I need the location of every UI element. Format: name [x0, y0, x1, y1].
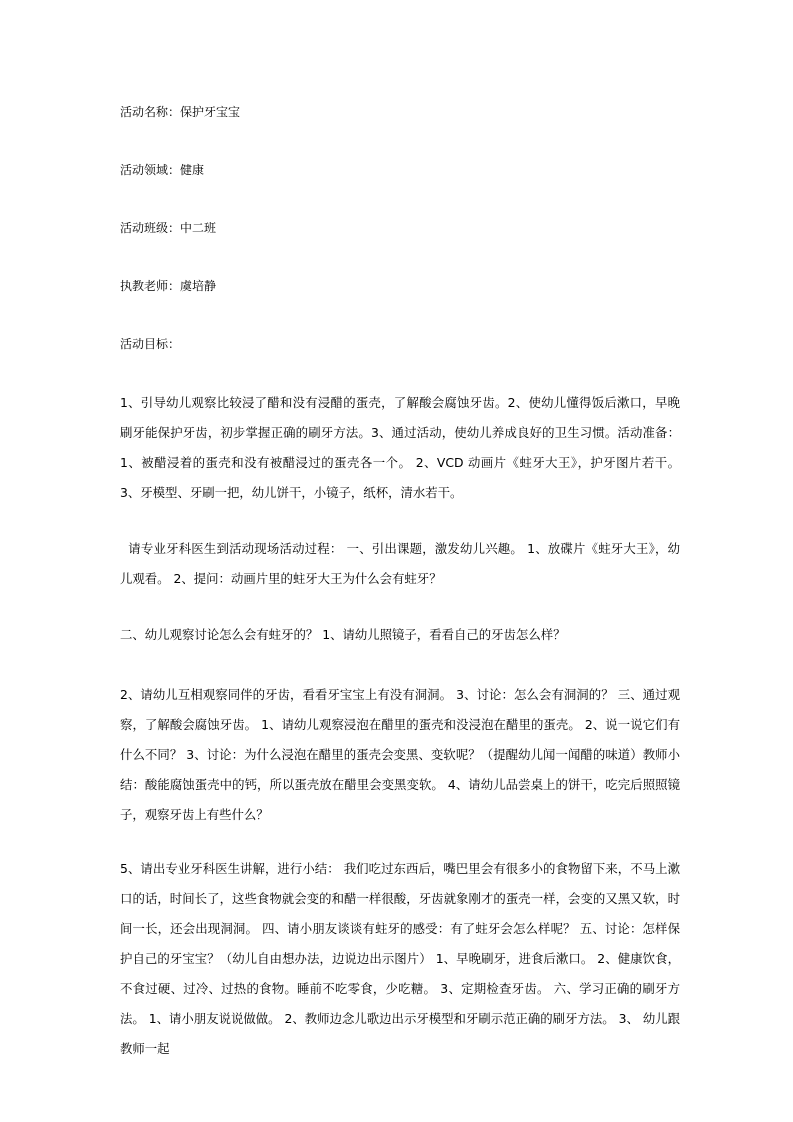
paragraph-observe-discuss: 二、幼儿观察讨论怎么会有蛀牙的？ 1、请幼儿照镜子，看看自己的牙齿怎么样？	[120, 627, 566, 642]
paragraph-process-intro: 请专业牙科医生到活动现场活动过程： 一、引出课题，激发幼儿兴趣。 1、放碟片《蛀牙大王》，幼儿观看。 2、提问：动画片里的蛀牙大王为什么会有蛀牙？	[120, 541, 680, 586]
paragraph-doctor-summary: 5、请出专业牙科医生讲解，进行小结： 我们吃过东西后，嘴巴里会有很多小的食物留下来，不马上漱口的话，时间长了，这些食物就会变的和醋一样很酸，牙齿就象刚才的蛋壳一样，会变的又黑又软，时间一长，还会出现洞洞。 四、请小朋友谈谈有蛀牙的感受：有了蛀牙会怎么样呢？ 五、讨论：怎样保护自己的牙宝宝？（幼儿自由想办法，边说边出示图片） 1、早晚刷牙，进食后漱口。 2、健康饮食，不食过硬、过冷、过热的食物。睡前不吃零食，少吃糖。 3、定期检查牙齿。 六、学习正确的刷牙方法。 1、请小朋友说说做做。 2、教师边念儿歌边出示牙模型和牙刷示范正确的刷牙方法。 3、 幼儿跟教师一起	[120, 861, 680, 1056]
goals-heading: 活动目标：	[120, 337, 181, 351]
paragraph-goals: 1、引导幼儿观察比较浸了醋和没有浸醋的蛋壳，了解酸会腐蚀牙齿。2、使幼儿懂得饭后漱口，早晚刷牙能保护牙齿，初步掌握正确的刷牙方法。3、通过活动，使幼儿养成良好的卫生习惯。活动准备： 1、被醋浸着的蛋壳和没有被醋浸过的蛋壳各一个。 2、VCD 动画片《蛀牙大王》，护牙图片若干。 3、牙模型、牙刷一把，幼儿饼干，小镜子，纸杯，清水若干。	[120, 395, 680, 500]
activity-domain: 活动领域：健康	[120, 163, 205, 177]
activity-class: 活动班级：中二班	[120, 221, 217, 235]
teacher: 执教老师：虞培静	[120, 279, 217, 293]
activity-name: 活动名称：保护牙宝宝	[120, 105, 241, 119]
paragraph-observe-acid: 2、请幼儿互相观察同伴的牙齿，看看牙宝宝上有没有洞洞。 3、讨论：怎么会有洞洞的？ 三、通过观察，了解酸会腐蚀牙齿。 1、请幼儿观察浸泡在醋里的蛋壳和没浸泡在醋里的蛋壳。 2、说一说它们有什么不同？ 3、讨论：为什么浸泡在醋里的蛋壳会变黑、变软呢？（提醒幼儿闻一闻醋的味道）教师小结：酸能腐蚀蛋壳中的钙，所以蛋壳放在醋里会变黑变软。 4、请幼儿品尝桌上的饼干，吃完后照照镜子，观察牙齿上有些什么？	[120, 687, 680, 822]
